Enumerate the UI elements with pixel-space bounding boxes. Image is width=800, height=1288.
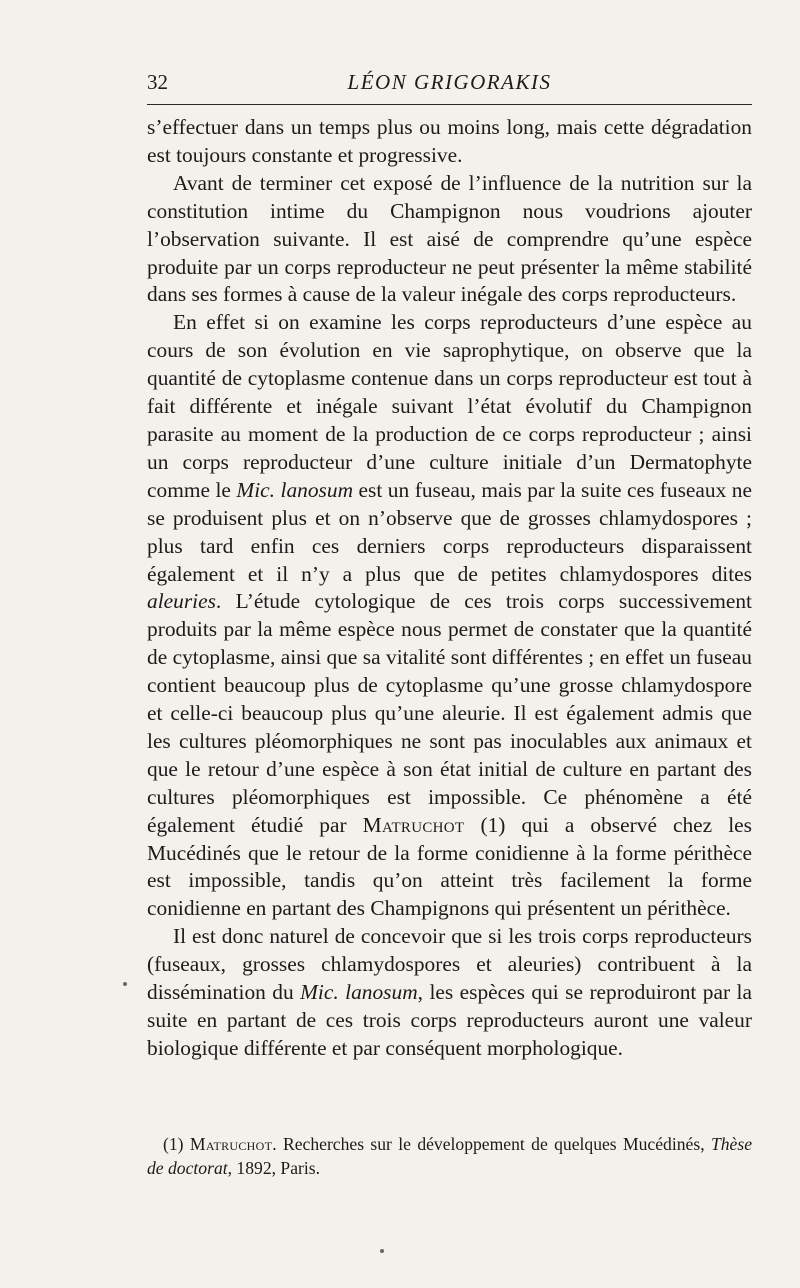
- paragraph-3-part-c: . L’étude cytologique de ces trois corps successivement produits par la même espèce nous permet de constater que la quantité de cytoplasme, ainsi que sa vitalité sont différentes ; en effet un fuseau contient beaucoup plus de cytoplasme qu’une grosse chlamydospore et celle-ci beaucoup plus qu’une aleurie. Il est également admis que les cultures pléomorphiques ne sont pas inoculables aux animaux et que le retour d’une espèce à son état initial de culture en partant des cultures pléomorphiques est impossible. Ce phénomène a été également étudié par: [147, 589, 752, 837]
- header-rule: [147, 104, 752, 105]
- paragraph-4: [147, 923, 752, 1063]
- main-text: [147, 114, 752, 1063]
- footnote-text: [147, 1132, 752, 1180]
- stray-ink-dot: [123, 982, 127, 986]
- footnote-author: Matruchot: [189, 1134, 273, 1154]
- paragraph-4-part-a: Il est donc naturel de concevoir que si les trois corps reproducteurs (fuseaux, grosses chlamydospores et aleuries) contribuent à la dissémination du: [147, 924, 752, 1005]
- footnote-citation: 1892, Paris.: [232, 1158, 320, 1178]
- paragraph-4-part-b: , les espèces qui se reproduiront par la suite en partant de ces trois corps reproducteurs auront une valeur biologique différente et par conséquent morphologique.: [147, 980, 752, 1060]
- paragraph-3: [147, 309, 752, 923]
- running-title: LÉON GRIGORAKIS: [347, 70, 552, 94]
- paragraph-3-part-b: est un fuseau, mais par la suite ces fuseaux ne se produisent plus et on n’observe que de grosses chlamydospores ; plus tard enfin ces derniers corps reproducteurs disparaissent également et il n’y a plus que de petites chlamydospores dites: [147, 477, 752, 586]
- paragraph-3-part-d: qui a observé chez les Mucédinés que le retour de la forme conidienne à la forme périthèce est impossible, tandis qu’on atteint très facilement la forme conidienne en partant des Champignons qui présentent un périthèce.: [147, 812, 752, 921]
- page-number: 32: [147, 70, 168, 94]
- stray-ink-dot: [380, 1249, 384, 1253]
- species-name: Mic. lanosum: [300, 980, 418, 1005]
- term-aleuries: aleuries: [147, 589, 216, 614]
- footnote: [147, 1132, 752, 1180]
- footnote-title: . Recherches sur le développement de quelques Mucédinés,: [272, 1134, 705, 1154]
- running-head: [147, 70, 752, 100]
- footnote-marker: (1): [163, 1134, 184, 1154]
- footnote-reference[interactable]: (1): [480, 812, 506, 837]
- paragraph-2: Avant de terminer cet exposé de l’influence de la nutrition sur la constitution intime du Champignon nous voudrions ajouter l’observation suivante. Il est aisé de comprendre qu’une espèce produite par un corps reproducteur ne peut présenter la même stabilité dans ses formes à cause de la valeur inégale des corps reproducteurs.: [147, 170, 752, 307]
- author-name: Matruchot: [362, 812, 465, 837]
- paragraph-3-part-a: En effet si on examine les corps reproducteurs d’une espèce au cours de son évolution en vie saprophytique, on observe que la quantité de cytoplasme contenue dans un corps reproducteur est tout à fait différente et inégale suivant l’état évolutif du Champignon parasite au moment de la production de ce corps reproducteur ; ainsi un corps reproducteur d’une culture initiale d’un Dermatophyte comme le: [147, 310, 752, 502]
- paragraph-1: s’effectuer dans un temps plus ou moins long, mais cette dégradation est toujours constante et progressive.: [147, 115, 752, 167]
- species-name: Mic. lanosum: [236, 477, 354, 502]
- footnote-thesis: Thèse de doctorat,: [147, 1134, 752, 1178]
